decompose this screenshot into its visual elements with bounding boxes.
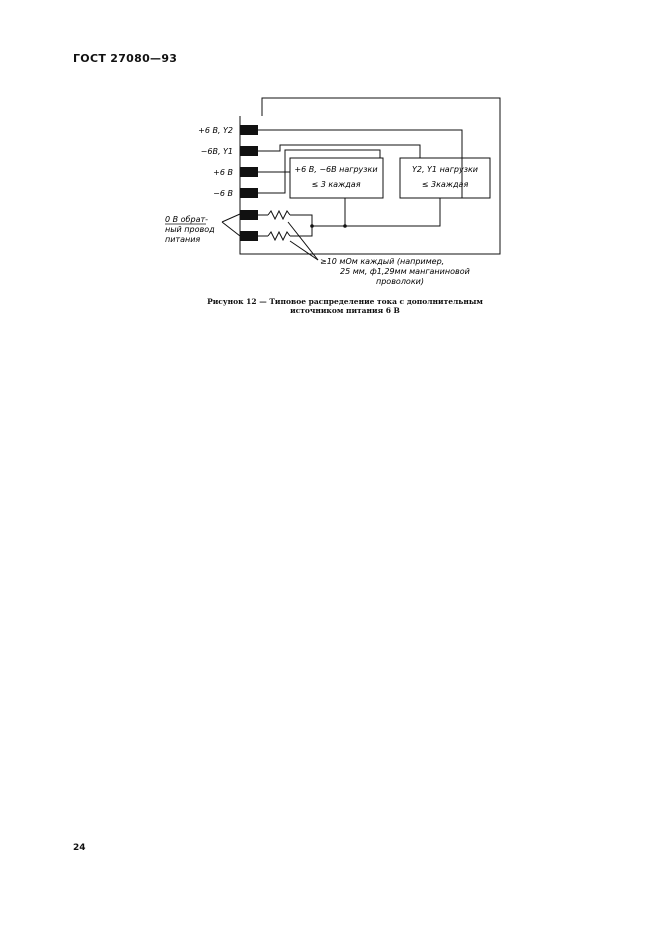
return-label-line1: 0 В обрат- xyxy=(165,215,209,224)
resistor-2 xyxy=(268,232,290,240)
page-number: 24 xyxy=(73,843,86,853)
pin-6 xyxy=(240,231,258,241)
document-header: ГОСТ 27080—93 xyxy=(73,52,178,65)
resistor-note-line1: ≥10 мОм каждый (например, xyxy=(320,257,445,266)
load-box-1-line2: ≤ 3 каждая xyxy=(311,180,361,189)
pin-5 xyxy=(240,210,258,220)
label-minus6-y1: −6В, Y1 xyxy=(200,147,233,156)
return-label-line2: ный провод xyxy=(165,225,215,234)
pin-4 xyxy=(240,188,258,198)
resistor-1 xyxy=(268,211,290,219)
load-box-2-line2: ≤ 3каждая xyxy=(421,180,469,189)
pin-2 xyxy=(240,146,258,156)
label-plus6: +6 В xyxy=(213,168,233,177)
current-distribution-diagram xyxy=(0,0,661,300)
load-box-y1-y2 xyxy=(400,158,490,198)
connector-outline xyxy=(240,98,500,254)
load-box-plus-minus-6v xyxy=(290,158,383,198)
pin-1 xyxy=(240,125,258,135)
load-box-1-line1: +6 В, −6В нагрузки xyxy=(294,165,378,174)
resistor-note-line2: 25 мм, ф1,29мм манганиновой xyxy=(340,267,470,276)
pin-3 xyxy=(240,167,258,177)
figure-caption xyxy=(180,297,510,315)
resistor-note-line3: проволоки) xyxy=(376,277,424,286)
caption-line-2: источником питания 6 В xyxy=(290,306,400,315)
return-label-line3: питания xyxy=(165,235,201,244)
label-plus6-y2: +6 В, Y2 xyxy=(198,126,233,135)
load-box-2-line1: Y2, Y1 нагрузки xyxy=(411,165,479,174)
label-minus6: −6 В xyxy=(213,189,233,198)
caption-line-1: Рисунок 12 — Типовое распределение тока с дополнительным xyxy=(207,297,483,306)
